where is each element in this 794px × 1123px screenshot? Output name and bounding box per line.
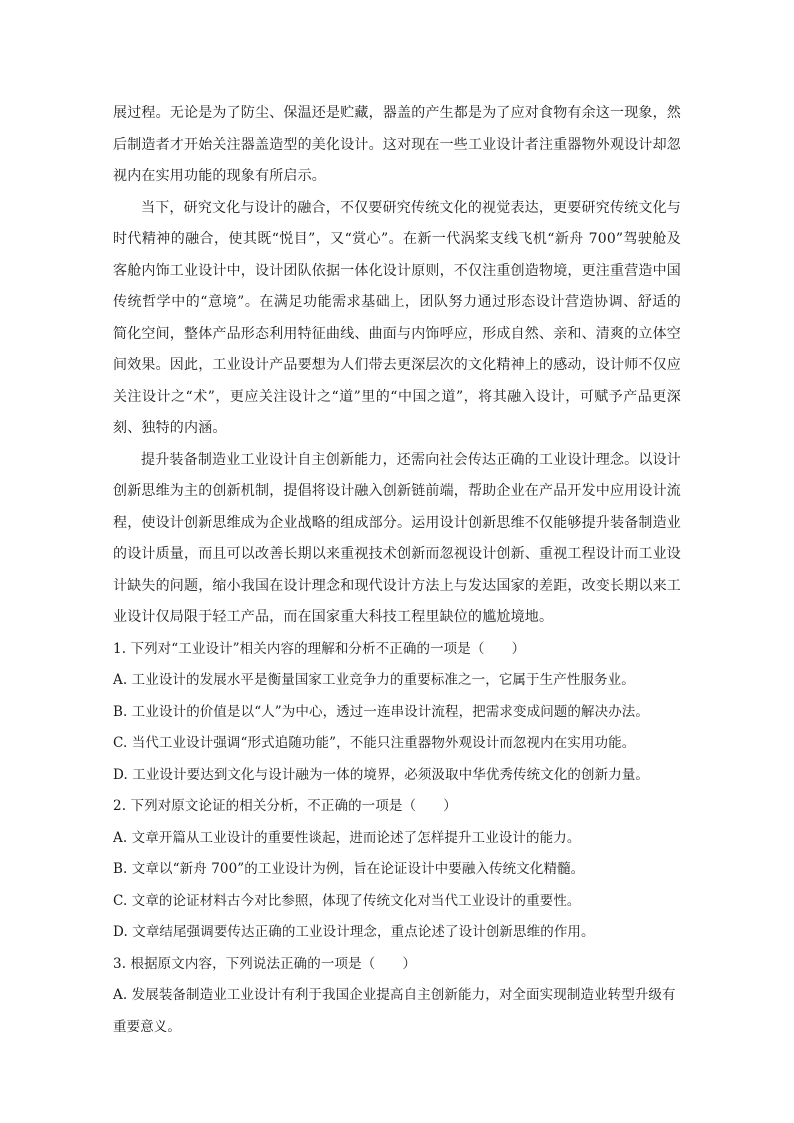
passage-paragraph-2: 当下，研究文化与设计的融合，不仅要研究传统文化的视觉表达，更要研究传统文化与时代精神的融合，使其既“悦目”，又“赏心”。在新一代涡桨支线飞机“新舟 700”驾驶舱及客舱内饰工业设计中，设计团队依据一体化设计原则，不仅注重创造物境，更注重营造中国传统哲学中的“意境”。在满足功能需求基础上，团队努力通过形态设计营造协调、舒适的简化空间，整体产品形态利用特征曲线、曲面与内饰呼应，形成自然、亲和、清爽的立体空间效果。因此，工业设计产品要想为人们带去更深层次的文化精神上的感动，设计师不仅应关注设计之“术”，更应关注设计之“道”里的“中国之道”，将其融入设计，可赋予产品更深刻、独特的内涵。 <box>113 199 681 436</box>
question-2 <box>113 791 681 949</box>
question-1-option-b: B. 工业设计的价值是以“人”为中心，透过一连串设计流程，把需求变成问题的解决办法。 <box>113 703 650 720</box>
question-2-stem: 2. 下列对原文论证的相关分析，不正确的一项是（ ） <box>113 798 457 814</box>
question-3-option-a: A. 发展装备制造业工业设计有利于我国企业提高自主创新能力，对全面实现制造业转型升级有重要意义。 <box>113 987 676 1035</box>
passage-paragraph-3: 提升装备制造业工业设计自主创新能力，还需向社会传达正确的工业设计理念。以设计创新思维为主的创新机制，提倡将设计融入创新链前端，帮助企业在产品开发中应用设计流程，使设计创新思维成为企业战略的组成部分。运用设计创新思维不仅能够提升装备制造业的设计质量，而且可以改善长期以来重视技术创新而忽视设计创新、重视工程设计而工业设计缺失的问题，缩小我国在设计理念和现代设计方法上与发达国家的差距，改变长期以来工业设计仅局限于轻工产品，而在国家重大科技工程里缺位的尴尬境地。 <box>113 451 681 625</box>
question-2-option-a: A. 文章开篇从工业设计的重要性谈起，进而论述了怎样提升工业设计的能力。 <box>113 829 581 846</box>
question-1-stem: 1. 下列对“工业设计”相关内容的理解和分析不正确的一项是（ ） <box>113 640 526 657</box>
question-1-option-d: D. 工业设计要达到文化与设计融为一体的境界，必须汲取中华优秀传统文化的创新力量。 <box>113 766 650 783</box>
document-content <box>113 98 681 1043</box>
question-2-option-c: C. 文章的论证材料古今对比参照，体现了传统文化对当代工业设计的重要性。 <box>113 892 581 909</box>
question-3 <box>113 949 681 1044</box>
question-3-stem: 3. 根据原文内容，下列说法正确的一项是（ ） <box>113 955 417 972</box>
question-1-option-a: A. 工业设计的发展水平是衡量国家工业竞争力的重要标准之一，它属于生产性服务业。 <box>113 672 635 688</box>
passage-paragraph-1: 展过程。无论是为了防尘、保温还是贮藏，器盖的产生都是为了应对食物有余这一现象，然后制造者才开始关注器盖造型的美化设计。这对现在一些工业设计者注重器物外观设计却忽视内在实用功能的现象有所启示。 <box>113 105 681 184</box>
question-1 <box>113 634 681 792</box>
question-2-option-b: B. 文章以“新舟 700”的工业设计为例，旨在论证设计中要融入传统文化精髓。 <box>113 861 585 877</box>
question-1-option-c: C. 当代工业设计强调“形式追随功能”，不能只注重器物外观设计而忽视内在实用功能。 <box>113 735 636 751</box>
question-2-option-d: D. 文章结尾强调要传达正确的工业设计理念，重点论述了设计创新思维的作用。 <box>113 924 595 940</box>
